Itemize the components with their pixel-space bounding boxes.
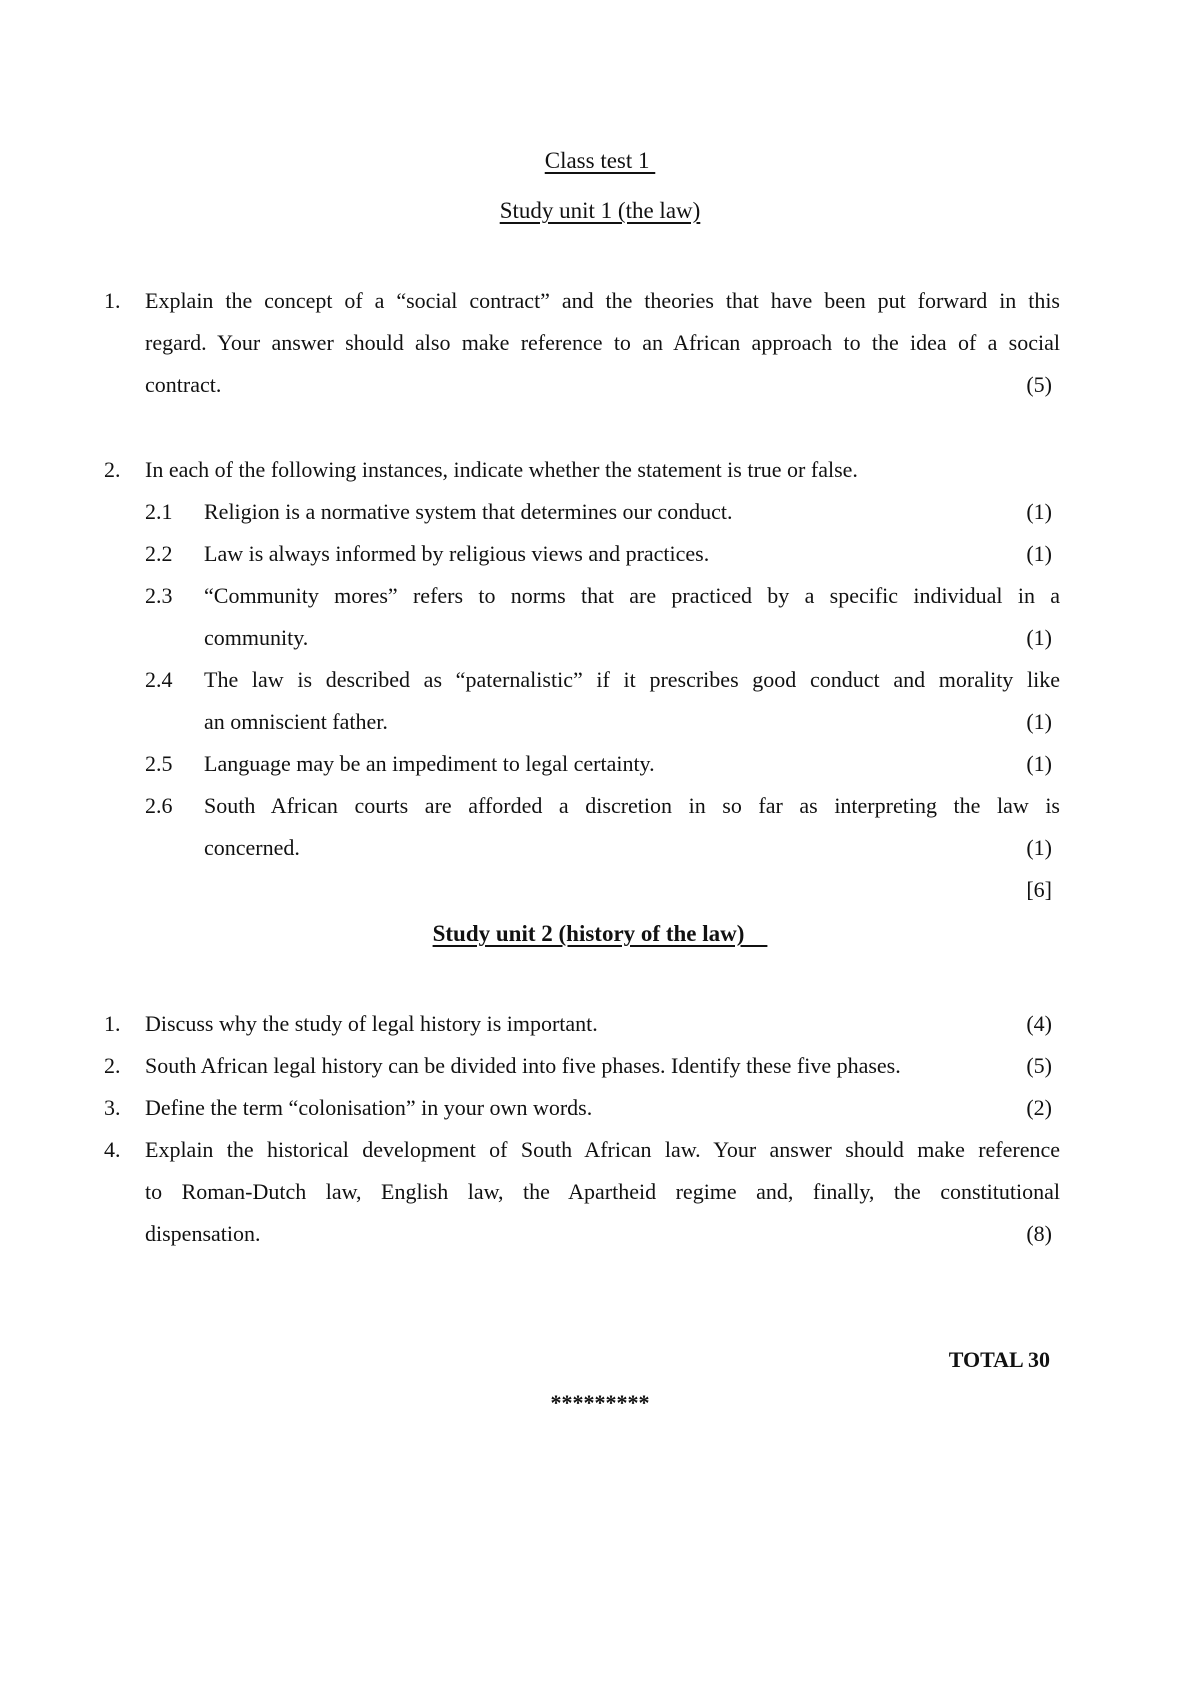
subquestion-text: concerned. (204, 835, 300, 860)
subquestion-text: South African courts are afforded a discretion in so far as interpreting the law is (204, 793, 1060, 818)
subquestion-mark: (1) (1026, 709, 1052, 734)
question-number: 1. (104, 1011, 121, 1036)
unit1-heading: Study unit 1 (the law) (499, 198, 701, 223)
subquestion-number: 2.1 (145, 499, 173, 524)
subquestion-text: Language may be an impediment to legal certainty. (204, 751, 655, 776)
question-intro: In each of the following instances, indicate whether the statement is true or false. (145, 457, 858, 482)
subquestion-mark: (1) (1026, 499, 1052, 524)
question-number: 3. (104, 1095, 121, 1120)
subquestion-mark: (1) (1026, 751, 1052, 776)
question-text-line: regard. Your answer should also make reference to an African approach to the idea of a social (145, 330, 1060, 355)
question-mark: (4) (1026, 1011, 1052, 1036)
question-text-line: Define the term “colonisation” in your own words. (145, 1095, 593, 1120)
end-asterisks: ********* (550, 1390, 650, 1415)
question-mark: (2) (1026, 1095, 1052, 1120)
subquestion-number: 2.5 (145, 751, 173, 776)
subquestion-text: an omniscient father. (204, 709, 388, 734)
question-text-line: dispensation. (145, 1221, 261, 1246)
subquestion-number: 2.6 (145, 793, 173, 818)
question-text-line: Explain the historical development of South African law. Your answer should make reference (145, 1137, 1060, 1162)
question-number: 1. (104, 288, 121, 313)
subquestion-text: community. (204, 625, 309, 650)
unit2-heading: Study unit 2 (history of the law) (432, 921, 768, 946)
question-text-line: Explain the concept of a “social contract” and the theories that have been put forward in this (145, 288, 1060, 313)
question-mark: (5) (1026, 1053, 1052, 1078)
question-text-line: to Roman-Dutch law, English law, the Apartheid regime and, finally, the constitutional (145, 1179, 1060, 1204)
question-number: 4. (104, 1137, 121, 1162)
question-total-mark: [6] (1026, 877, 1052, 902)
subquestion-mark: (1) (1026, 625, 1052, 650)
class-test-title: Class test 1 (544, 148, 656, 173)
subquestion-text: Law is always informed by religious views and practices. (204, 541, 710, 566)
subquestion-mark: (1) (1026, 835, 1052, 860)
question-text-line: contract. (145, 372, 222, 397)
subquestion-number: 2.3 (145, 583, 173, 608)
subquestion-text: The law is described as “paternalistic” if it prescribes good conduct and morality like (204, 667, 1060, 692)
question-number: 2. (104, 1053, 121, 1078)
question-text-line: South African legal history can be divided into five phases. Identify these five phases. (145, 1053, 901, 1078)
question-text-line: Discuss why the study of legal history is important. (145, 1011, 598, 1036)
subquestion-text: Religion is a normative system that determines our conduct. (204, 499, 733, 524)
question-mark: (8) (1026, 1221, 1052, 1246)
subquestion-mark: (1) (1026, 541, 1052, 566)
subquestion-number: 2.2 (145, 541, 173, 566)
question-number: 2. (104, 457, 121, 482)
subquestion-number: 2.4 (145, 667, 173, 692)
question-mark: (5) (1026, 372, 1052, 397)
subquestion-text: “Community mores” refers to norms that are practiced by a specific individual in a (204, 583, 1060, 608)
total-score: TOTAL 30 (948, 1347, 1050, 1372)
